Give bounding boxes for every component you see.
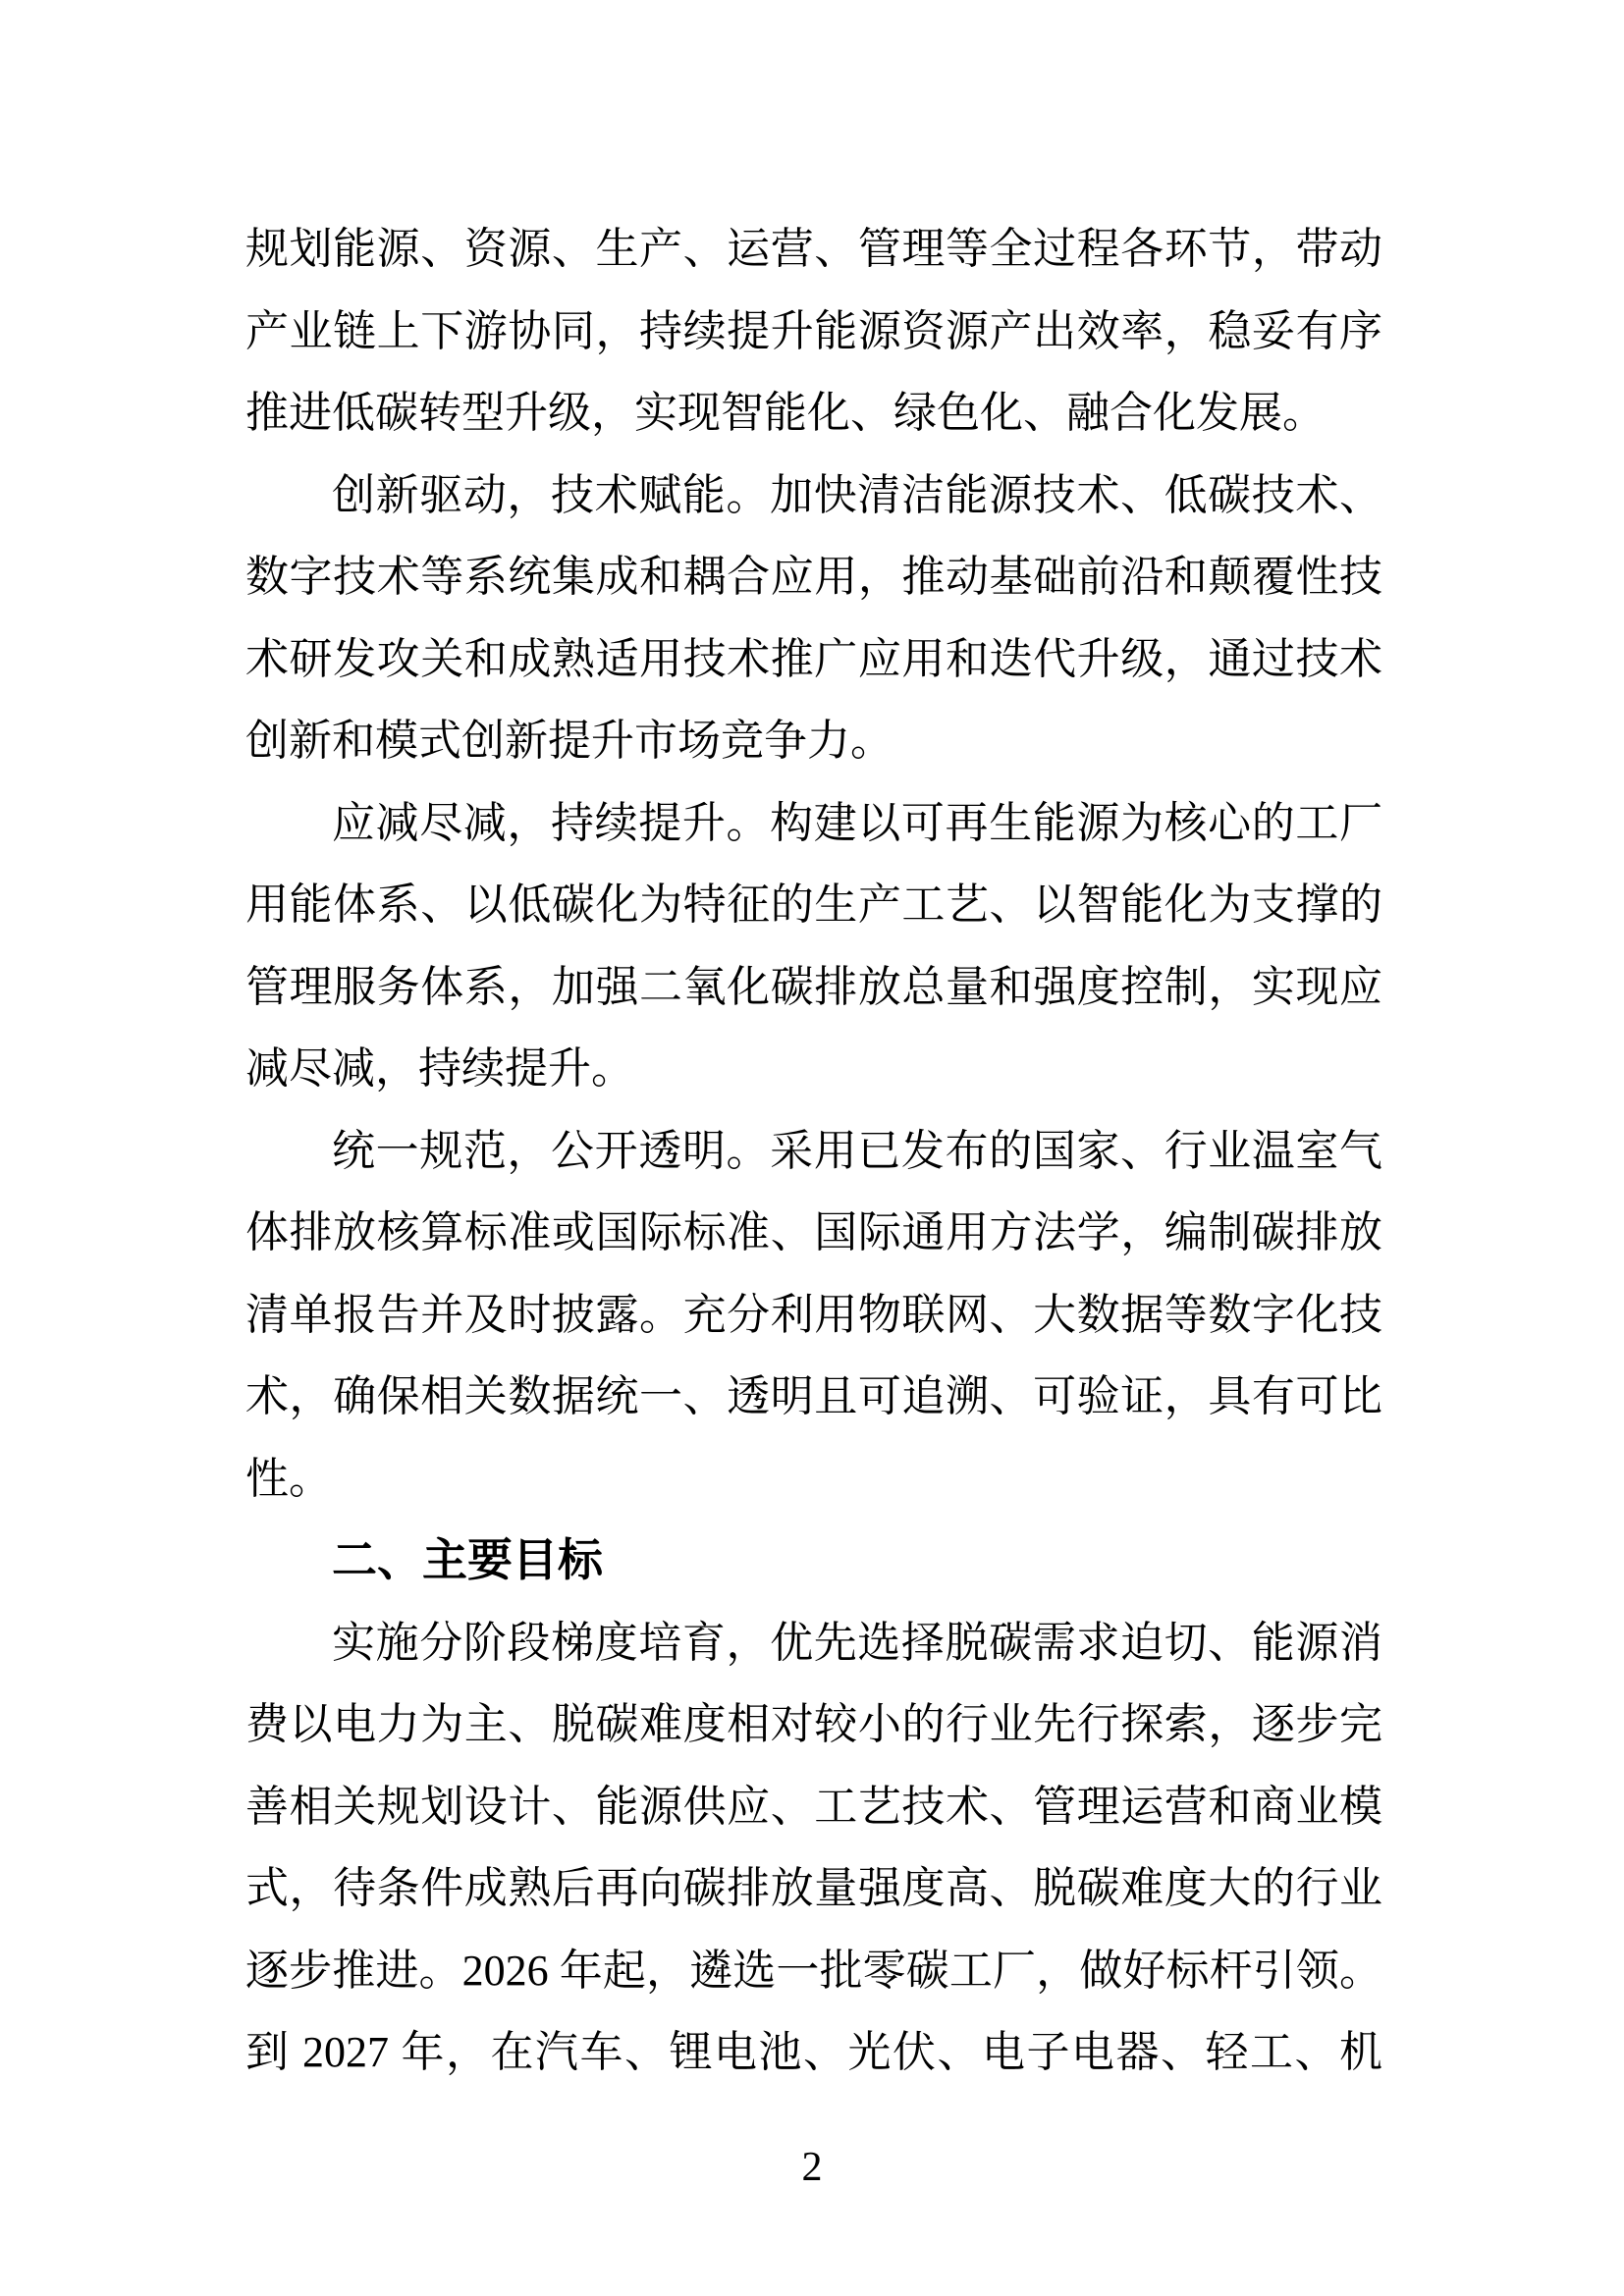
section-heading: 二、主要目标 [332,1534,603,1585]
body-line: 推进低碳转型升级，实现智能化、绿色化、融合化发展。 [245,389,1326,437]
document-text [245,208,1382,2094]
body-line: 实施分阶段梯度培育，优先选择脱碳需求迫切、能源消 [332,1618,1382,1667]
body-line: 统一规范，公开透明。采用已发布的国家、行业温室气 [332,1126,1382,1175]
body-line: 创新驱动，技术赋能。加快清洁能源技术、低碳技术、 [332,470,1382,519]
body-line: 清单报告并及时披露。充分利用物联网、大数据等数字化技 [245,1290,1382,1339]
body-line: 善相关规划设计、能源供应、工艺技术、管理运营和商业模 [245,1782,1382,1831]
body-line: 减尽减，持续提升。 [245,1044,634,1093]
body-line: 数字技术等系统集成和耦合应用，推动基础前沿和颠覆性技 [245,553,1382,601]
body-line: 产业链上下游协同，持续提升能源资源产出效率，稳妥有序 [245,306,1382,355]
body-line: 费以电力为主、脱碳难度相对较小的行业先行探索，逐步完 [245,1700,1382,1748]
body-line: 规划能源、资源、生产、运营、管理等全过程各环节，带动 [245,225,1382,273]
body-line: 性。 [245,1454,332,1503]
body-line: 式，待条件成熟后再向碳排放量强度高、脱碳难度大的行业 [245,1864,1382,1912]
body-line: 管理服务体系，加强二氧化碳排放总量和强度控制，实现应 [245,962,1382,1011]
body-line: 用能体系、以低碳化为特征的生产工艺、以智能化为支撑的 [245,881,1382,929]
page-number: 2 [801,2145,823,2190]
body-line: 创新和模式创新提升市场竞争力。 [245,717,893,765]
body-line: 到 2027 年，在汽车、锂电池、光伏、电子电器、轻工、机 [245,2028,1382,2076]
body-line: 体排放核算标准或国际标准、国际通用方法学，编制碳排放 [245,1208,1382,1256]
body-line: 逐步推进。2026 年起，遴选一批零碳工厂，做好标杆引领。 [245,1946,1382,1995]
body-line: 应减尽减，持续提升。构建以可再生能源为核心的工厂 [332,798,1382,847]
body-line: 术，确保相关数据统一、透明且可追溯、可验证，具有可比 [245,1372,1382,1420]
body-line: 术研发攻关和成熟适用技术推广应用和迭代升级，通过技术 [245,634,1382,683]
